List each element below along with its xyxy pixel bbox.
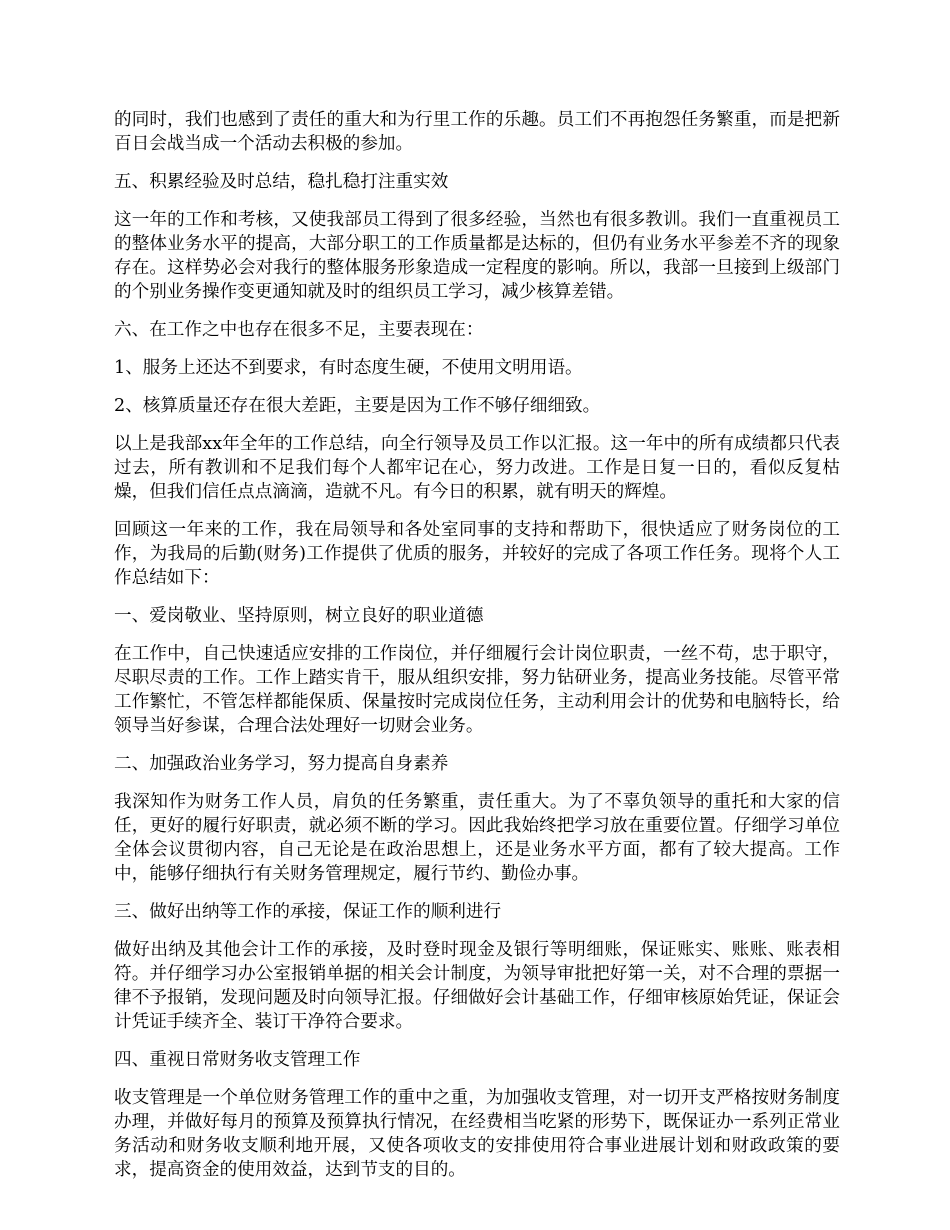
- paragraph-summary: 以上是我部xx年全年的工作总结，向全行领导及员工作以汇报。这一年中的所有成绩都只代表过去，所有教训和不足我们每个人都牢记在心，努力改进。工作是日复一日的，看似反复枯燥，但我们信任点点滴滴，造就不凡。有今日的积累，就有明天的辉煌。: [114, 434, 840, 502]
- section-heading-4: 四、重视日常财务收支管理工作: [114, 1050, 361, 1070]
- paragraph-handover: 做好出纳及其他会计工作的承接，及时登时现金及银行等明细账，保证账实、账账、账表相符。并仔细学习办公室报销单据的相关会计制度，为领导审批把好第一关，对不合理的票据一律不予报销，发现问题及时向领导汇报。仔细做好会计基础工作，仔细审核原始凭证，保证会计凭证手续齐全、装订干净符合要求。: [114, 940, 840, 1032]
- paragraph-review: 回顾这一年来的工作，我在局领导和各处室同事的支持和帮助下，很快适应了财务岗位的工作，为我局的后勤(财务)工作提供了优质的服务，并较好的完成了各项工作任务。现将个人工作总结如下：: [114, 520, 840, 588]
- section-heading-1: 一、爱岗敬业、坚持原则，树立良好的职业道德: [114, 606, 484, 626]
- list-item-2: 2、核算质量还存在很大差距，主要是因为工作不够仔细细致。: [114, 396, 601, 416]
- section-heading-3: 三、做好出纳等工作的承接，保证工作的顺利进行: [114, 902, 502, 922]
- section-heading-5: 五、积累经验及时总结，稳扎稳打注重实效: [114, 172, 449, 192]
- paragraph-continuation: 的同时，我们也感到了责任的重大和为行里工作的乐趣。员工们不再抱怨任务繁重，而是把新百日会战当成一个活动去积极的参加。: [114, 110, 840, 154]
- section-heading-2: 二、加强政治业务学习，努力提高自身素养: [114, 754, 449, 774]
- document-page: [114, 108, 840, 1196]
- paragraph-experience: 这一年的工作和考核，又使我部员工得到了很多经验，当然也有很多教训。我们一直重视员工的整体业务水平的提高，大部分职工的工作质量都是达标的，但仍有业务水平参差不齐的现象存在。这样势必会对我行的整体服务形象造成一定程度的影响。所以，我部一旦接到上级部门的个别业务操作变更通知就及时的组织员工学习，减少核算差错。: [114, 210, 840, 302]
- paragraph-dedication: 在工作中，自己快速适应安排的工作岗位，并仔细履行会计岗位职责，一丝不苟，忠于职守，尽职尽责的工作。工作上踏实肯干，服从组织安排，努力钻研业务，提高业务技能。尽管平常工作繁忙，不管怎样都能保质、保量按时完成岗位任务，主动利用会计的优势和电脑特长，给领导当好参谋，合理合法处理好一切财会业务。: [114, 644, 840, 736]
- paragraph-study: 我深知作为财务工作人员，肩负的任务繁重，责任重大。为了不辜负领导的重托和大家的信任，更好的履行好职责，就必须不断的学习。因此我始终把学习放在重要位置。仔细学习单位全体会议贯彻内容，自己无论是在政治思想上，还是业务水平方面，都有了较大提高。工作中，能够仔细执行有关财务管理规定，履行节约、勤俭办事。: [114, 792, 840, 884]
- paragraph-budget: 收支管理是一个单位财务管理工作的重中之重，为加强收支管理，对一切开支严格按财务制度办理，并做好每月的预算及预算执行情况，在经费相当吃紧的形势下，既保证办一系列正常业务活动和财务收支顺利地开展，又使各项收支的安排使用符合事业进展计划和财政政策的要求，提高资金的使用效益，达到节支的目的。: [114, 1088, 840, 1180]
- list-item-1: 1、服务上还达不到要求，有时态度生硬，不使用文明用语。: [114, 358, 583, 378]
- section-heading-6: 六、在工作之中也存在很多不足，主要表现在：: [114, 320, 484, 340]
